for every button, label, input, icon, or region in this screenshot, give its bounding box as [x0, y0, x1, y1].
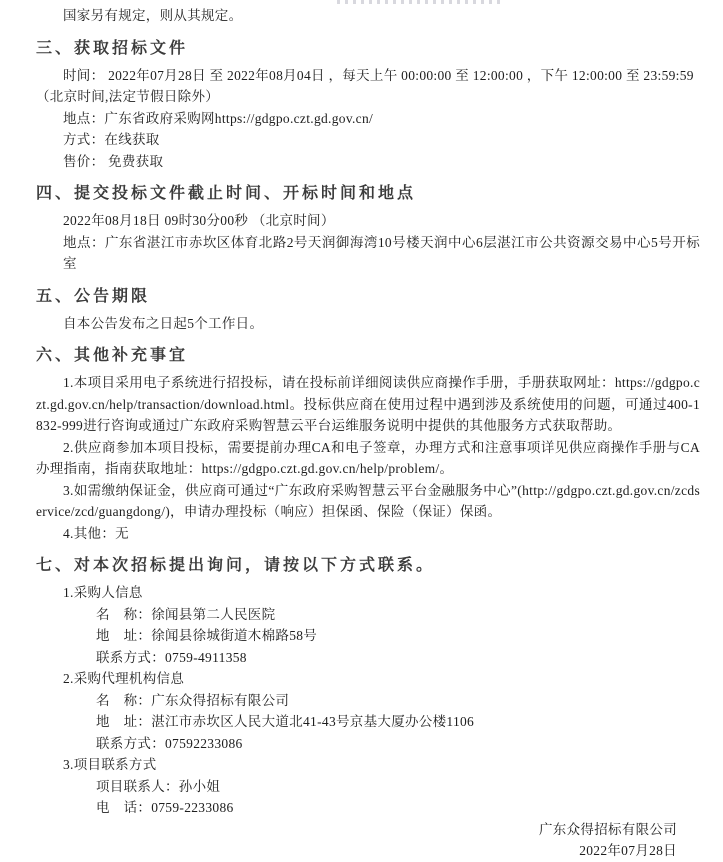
project-contact-heading: 3.项目联系方式 — [63, 757, 157, 772]
section-3-title: 三、获取招标文件 — [36, 39, 189, 57]
purchaser-name-row: 名 称：徐闻县第二人民医院 — [96, 606, 276, 622]
signature-block — [36, 819, 700, 862]
obtain-method-line: 方式：在线获取 — [63, 132, 160, 147]
agency-info-heading: 2.采购代理机构信息 — [63, 671, 185, 686]
announcement-period-line: 自本公告发布之日起5个工作日。 — [63, 315, 264, 331]
section-6-title: 六、其他补充事宜 — [36, 347, 189, 364]
agency-address-row: 地 址：湛江市赤坎区人民大道北41-43号京基大厦办公楼1106 — [96, 714, 475, 729]
supplement-item-3: 3.如需缴纳保证金，供应商可通过“广东政府采购智慧云平台金融服务中心”(http://gdgpo.czt.gd.gov.cn/zcdservice/zcd/guangdong/)，申请办理投标（响应）担保函、保险（保证）保函。 — [36, 482, 700, 519]
section-5-title: 五、公告期限 — [36, 287, 151, 305]
signature-date: 2022年07月28日 — [579, 843, 677, 858]
intro-line: 国家另有规定，则从其规定。 — [63, 8, 243, 23]
obtain-place-line: 地点：广东省政府采购网https://gdgpo.czt.gd.gov.cn/ — [63, 110, 374, 126]
opening-place-line: 地点：广东省湛江市赤坎区体育北路2号天润御海湾10号楼天润中心6层湛江市公共资源交易中心5号开标室 — [63, 234, 700, 271]
agency-contact-row: 联系方式：07592233086 — [96, 735, 243, 751]
clipped-text-fragment — [337, 0, 502, 4]
purchaser-contact-row: 联系方式：0759-4911358 — [96, 649, 247, 665]
project-contact-group — [36, 754, 700, 819]
purchaser-address-row: 地 址：徐闻县徐城街道木棉路58号 — [96, 628, 318, 643]
supplement-item-2: 2.供应商参加本项目投标，需要提前办理CA和电子签章，办理方式和注意事项详见供应商操作手册与CA办理指南，指南获取地址：https://gdgpo.czt.gd.gov.cn/help/problem/。 — [36, 439, 700, 476]
obtain-time-line-1: 时间： 2022年07月28日 至 2022年08月04日 ，每天上午 00:00:00 至 12:00:00 ，下午 12:00:00 至 23:59:59 — [63, 67, 694, 83]
obtain-time-line-2: （北京时间,法定节假日除外） — [36, 89, 220, 104]
supplement-item-4: 4.其他：无 — [63, 525, 129, 541]
section-7-title: 七、对本次招标提出询问，请按以下方式联系。 — [36, 557, 436, 574]
agency-info-group — [36, 668, 700, 754]
obtain-price-line: 售价： 免费获取 — [63, 153, 164, 169]
signature-company: 广东众得招标有限公司 — [539, 821, 677, 837]
section-4-title: 四、提交投标文件截止时间、开标时间和地点 — [36, 185, 417, 202]
deadline-time-line: 2022年08月18日 09时30分00秒 （北京时间） — [63, 213, 335, 228]
project-phone-row: 电 话：0759-2233086 — [96, 800, 234, 815]
agency-name-row: 名 称：广东众得招标有限公司 — [96, 692, 290, 708]
project-contact-person-row: 项目联系人：孙小姐 — [96, 778, 221, 794]
purchaser-info-heading: 1.采购人信息 — [63, 585, 143, 600]
purchaser-info-group — [36, 582, 700, 668]
supplement-item-1: 1.本项目采用电子系统进行招投标，请在投标前详细阅读供应商操作手册，手册获取网址：https://gdgpo.czt.gd.gov.cn/help/transaction/download.html。投标供应商在使用过程中遇到涉及系统使用的问题，可通过400-1832-999进行咨询或通过广东政府采购智慧云平台运维服务说明中提供的其他服务方式获取帮助。 — [36, 375, 700, 433]
